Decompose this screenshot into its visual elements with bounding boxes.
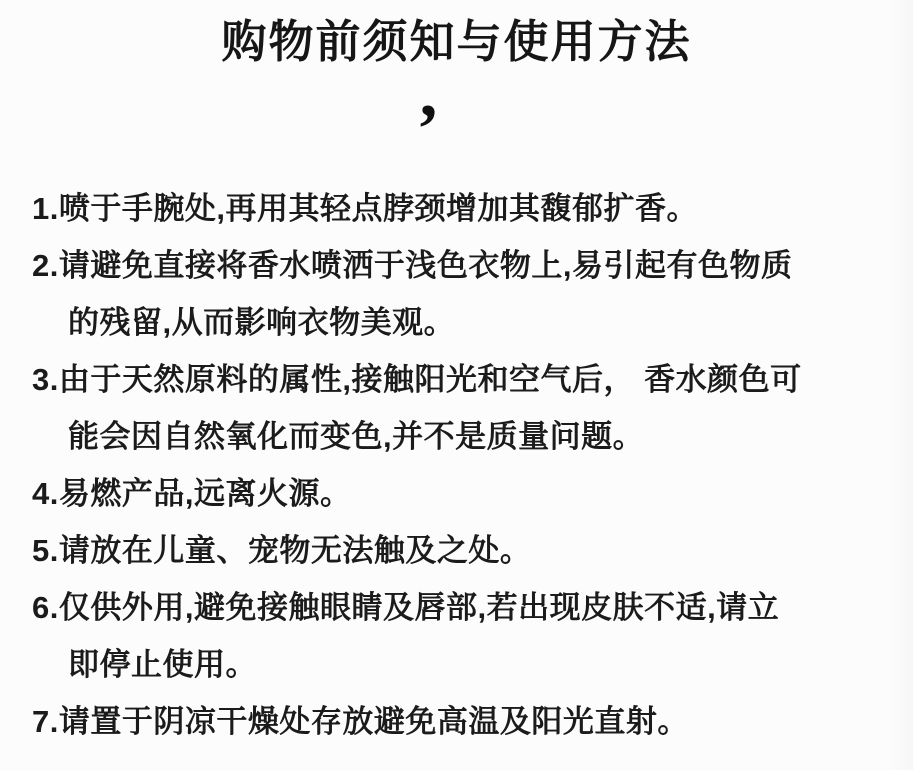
- list-item: [32, 237, 873, 351]
- list-item-line: 6.仅供外用,避免接触眼睛及唇部,若出现皮肤不适,请立: [32, 590, 780, 625]
- list-item: [32, 465, 873, 522]
- list-item-line: 7.请置于阴凉干燥处存放避免高温及阳光直射。: [32, 704, 689, 739]
- list-item-line: 5.请放在儿童、宠物无法触及之处。: [32, 533, 532, 568]
- list-item-line: 能会因自然氧化而变色,并不是质量问题。: [68, 419, 645, 454]
- list-item-line: 的残留,从而影响衣物美观。: [68, 305, 456, 340]
- comma-ornament: ,: [419, 55, 438, 132]
- list-item: [32, 579, 873, 693]
- notice-list: [0, 180, 913, 750]
- list-item-line: 1.喷于手腕处,再用其轻点脖颈增加其馥郁扩香。: [32, 191, 698, 226]
- list-item: [32, 522, 873, 579]
- list-item: [32, 693, 873, 750]
- list-item-line: 2.请避免直接将香水喷洒于浅色衣物上,易引起有色物质: [32, 248, 793, 283]
- list-item-line: 4.易燃产品,远离火源。: [32, 476, 352, 511]
- list-item-line: 3.由于天然原料的属性,接触阳光和空气后， 香水颜色可: [32, 362, 802, 397]
- list-item-line: 即停止使用。: [68, 647, 257, 682]
- list-item: [32, 180, 873, 237]
- list-item: [32, 351, 873, 465]
- page-title: 购物前须知与使用方法: [221, 16, 692, 67]
